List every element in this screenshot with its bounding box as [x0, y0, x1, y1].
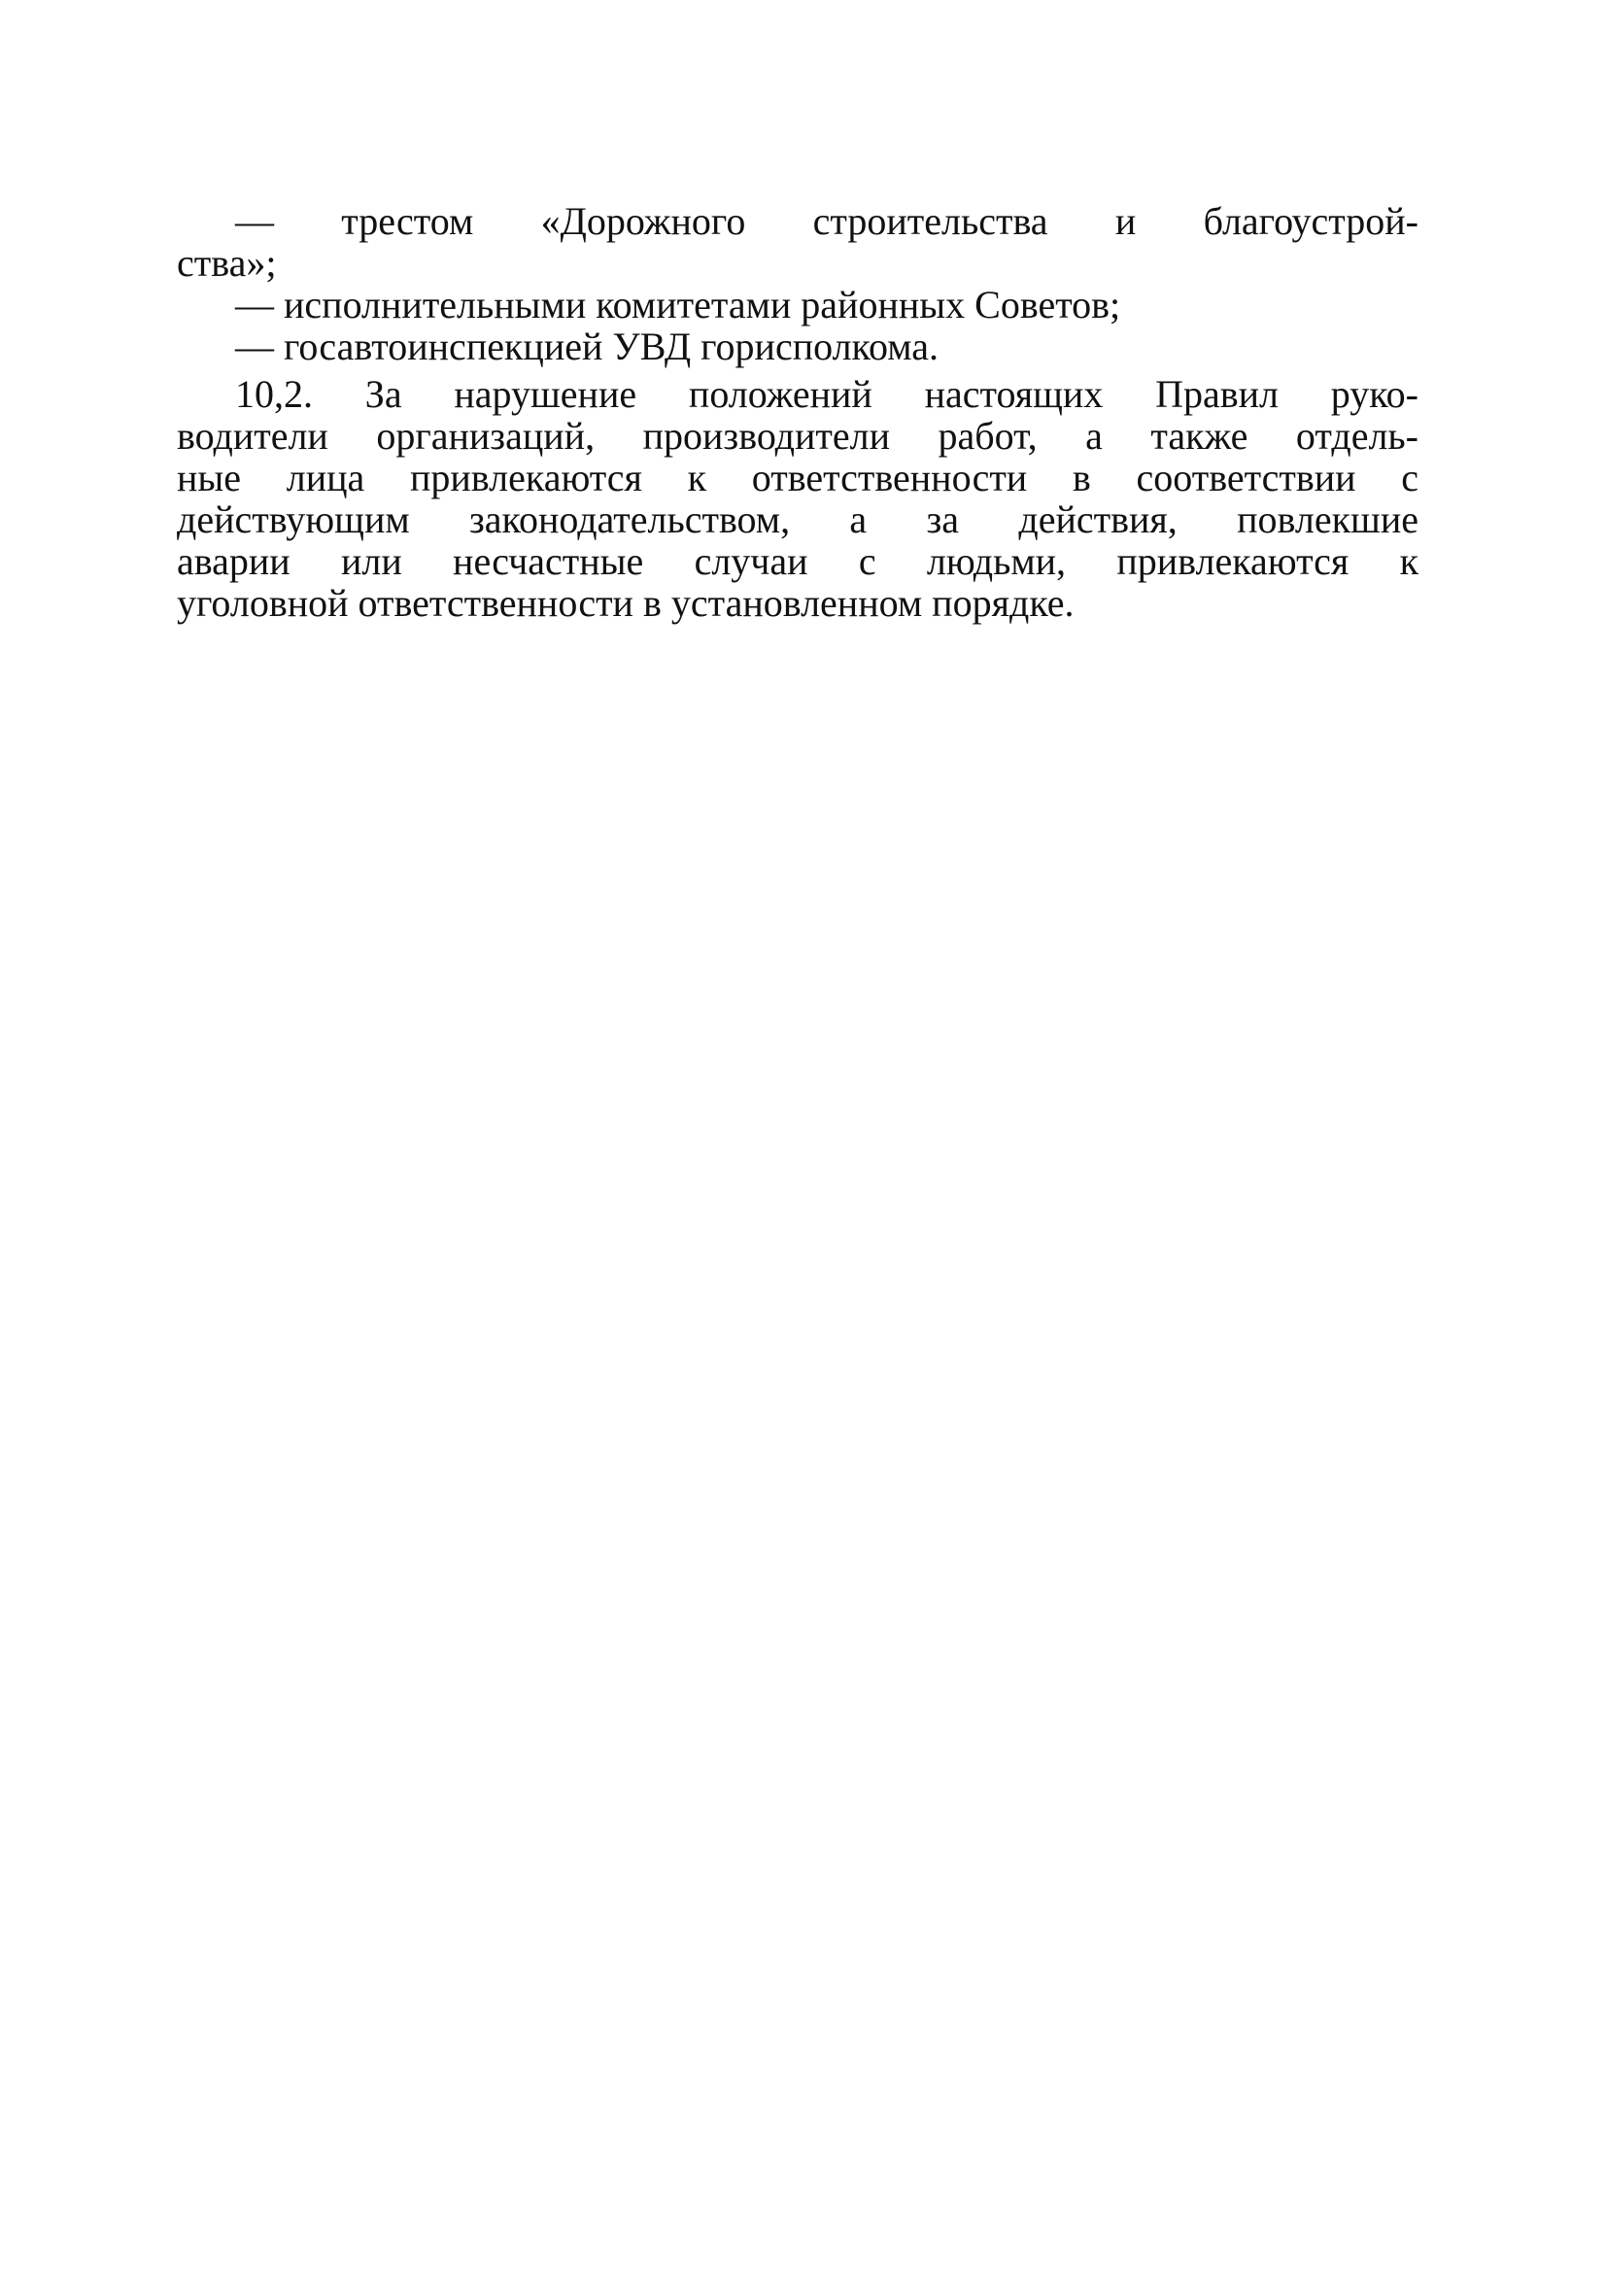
- paragraph-line: действующим законодательством, а за действия, повлекшие: [177, 497, 1418, 541]
- list-item-committees: [177, 284, 1418, 326]
- list-item-line: — исполнительными комитетами районных Советов;: [235, 283, 1121, 326]
- document-text: [177, 200, 1418, 624]
- paragraph-line: 10,2. За нарушение положений настоящих Правил руко-: [235, 372, 1418, 416]
- list-item-traffic-inspection: [177, 326, 1418, 367]
- paragraph-10-2: [177, 373, 1418, 624]
- list-item-line: ства»;: [177, 241, 277, 285]
- list-item-line: — трестом «Дорожного строительства и благоустрой-: [235, 199, 1418, 243]
- paragraph-line: аварии или несчастные случаи с людьми, привлекаются к: [177, 539, 1418, 583]
- list-item-line: — госавтоинспекцией УВД горисполкома.: [235, 325, 939, 368]
- paragraph-line: водители организаций, производители работ, а также отдель-: [177, 414, 1418, 458]
- paragraph-line: уголовной ответственности в установленном порядке.: [177, 581, 1075, 625]
- paragraph-line: ные лица привлекаются к ответственности в соответствии с: [177, 456, 1418, 499]
- list-item-trust: [177, 200, 1418, 284]
